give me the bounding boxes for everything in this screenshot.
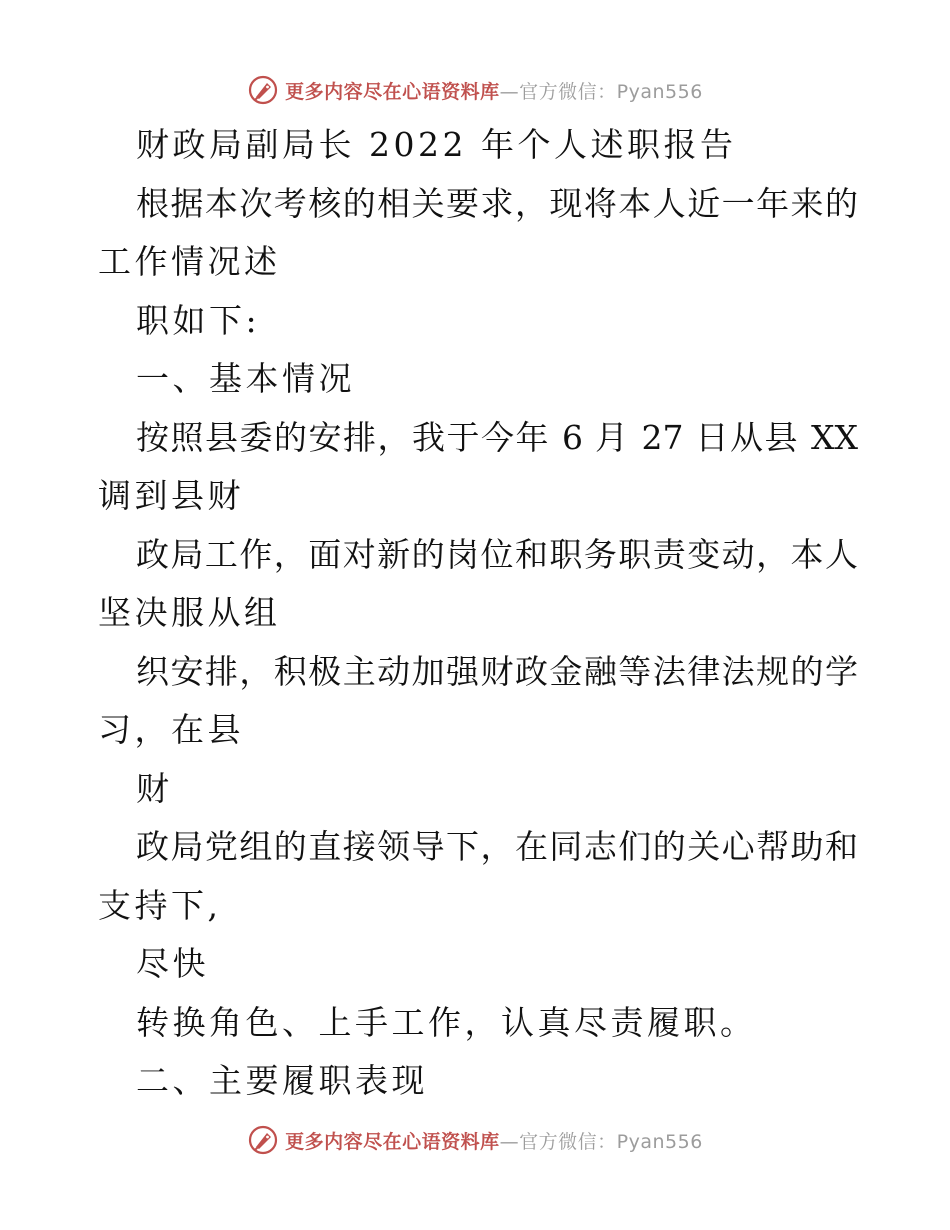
pen-nib-seal-icon [247,74,279,106]
watermark-sub-text: —官方微信：Pyan556 [499,80,703,103]
document-line: 政局工作，面对新的岗位和职务职责变动，本人 [136,534,858,574]
document-body [98,116,858,1111]
watermark-banner-bottom [0,1120,950,1160]
document-line: 根据本次考核的相关要求，现将本人近一年来的 [136,183,858,223]
document-line: 一、基本情况 [136,359,355,398]
document-line: 习，在县 [98,710,244,749]
watermark-sub-text: —官方微信：Pyan556 [499,1130,703,1153]
document-line: 织安排，积极主动加强财政金融等法律法规的学 [136,651,858,691]
pen-nib-seal-icon [247,1124,279,1156]
document-line: 工作情况述 [98,242,281,281]
watermark-banner-top [0,70,950,110]
document-line: 支持下, [98,885,222,925]
document-line: 职如下: [136,300,261,340]
watermark-main-text: 更多内容尽在心语资料库 [285,1130,500,1153]
document-line: 调到县财 [98,476,244,515]
document-line: 按照县委的安排，我于今年 6 月 27 日从县 XX [136,417,858,457]
document-line: 尽快 [136,944,209,983]
document-line: 政局党组的直接领导下，在同志们的关心帮助和 [136,827,858,866]
document-line: 转换角色、上手工作，认真尽责履职。 [136,1002,757,1042]
document-line: 财政局副局长 2022 年个人述职报告 [136,125,737,164]
watermark-main-text: 更多内容尽在心语资料库 [285,80,500,103]
document-line: 二、主要履职表现 [136,1061,428,1100]
document-line: 坚决服从组 [98,593,281,632]
document-line: 财 [136,768,173,808]
